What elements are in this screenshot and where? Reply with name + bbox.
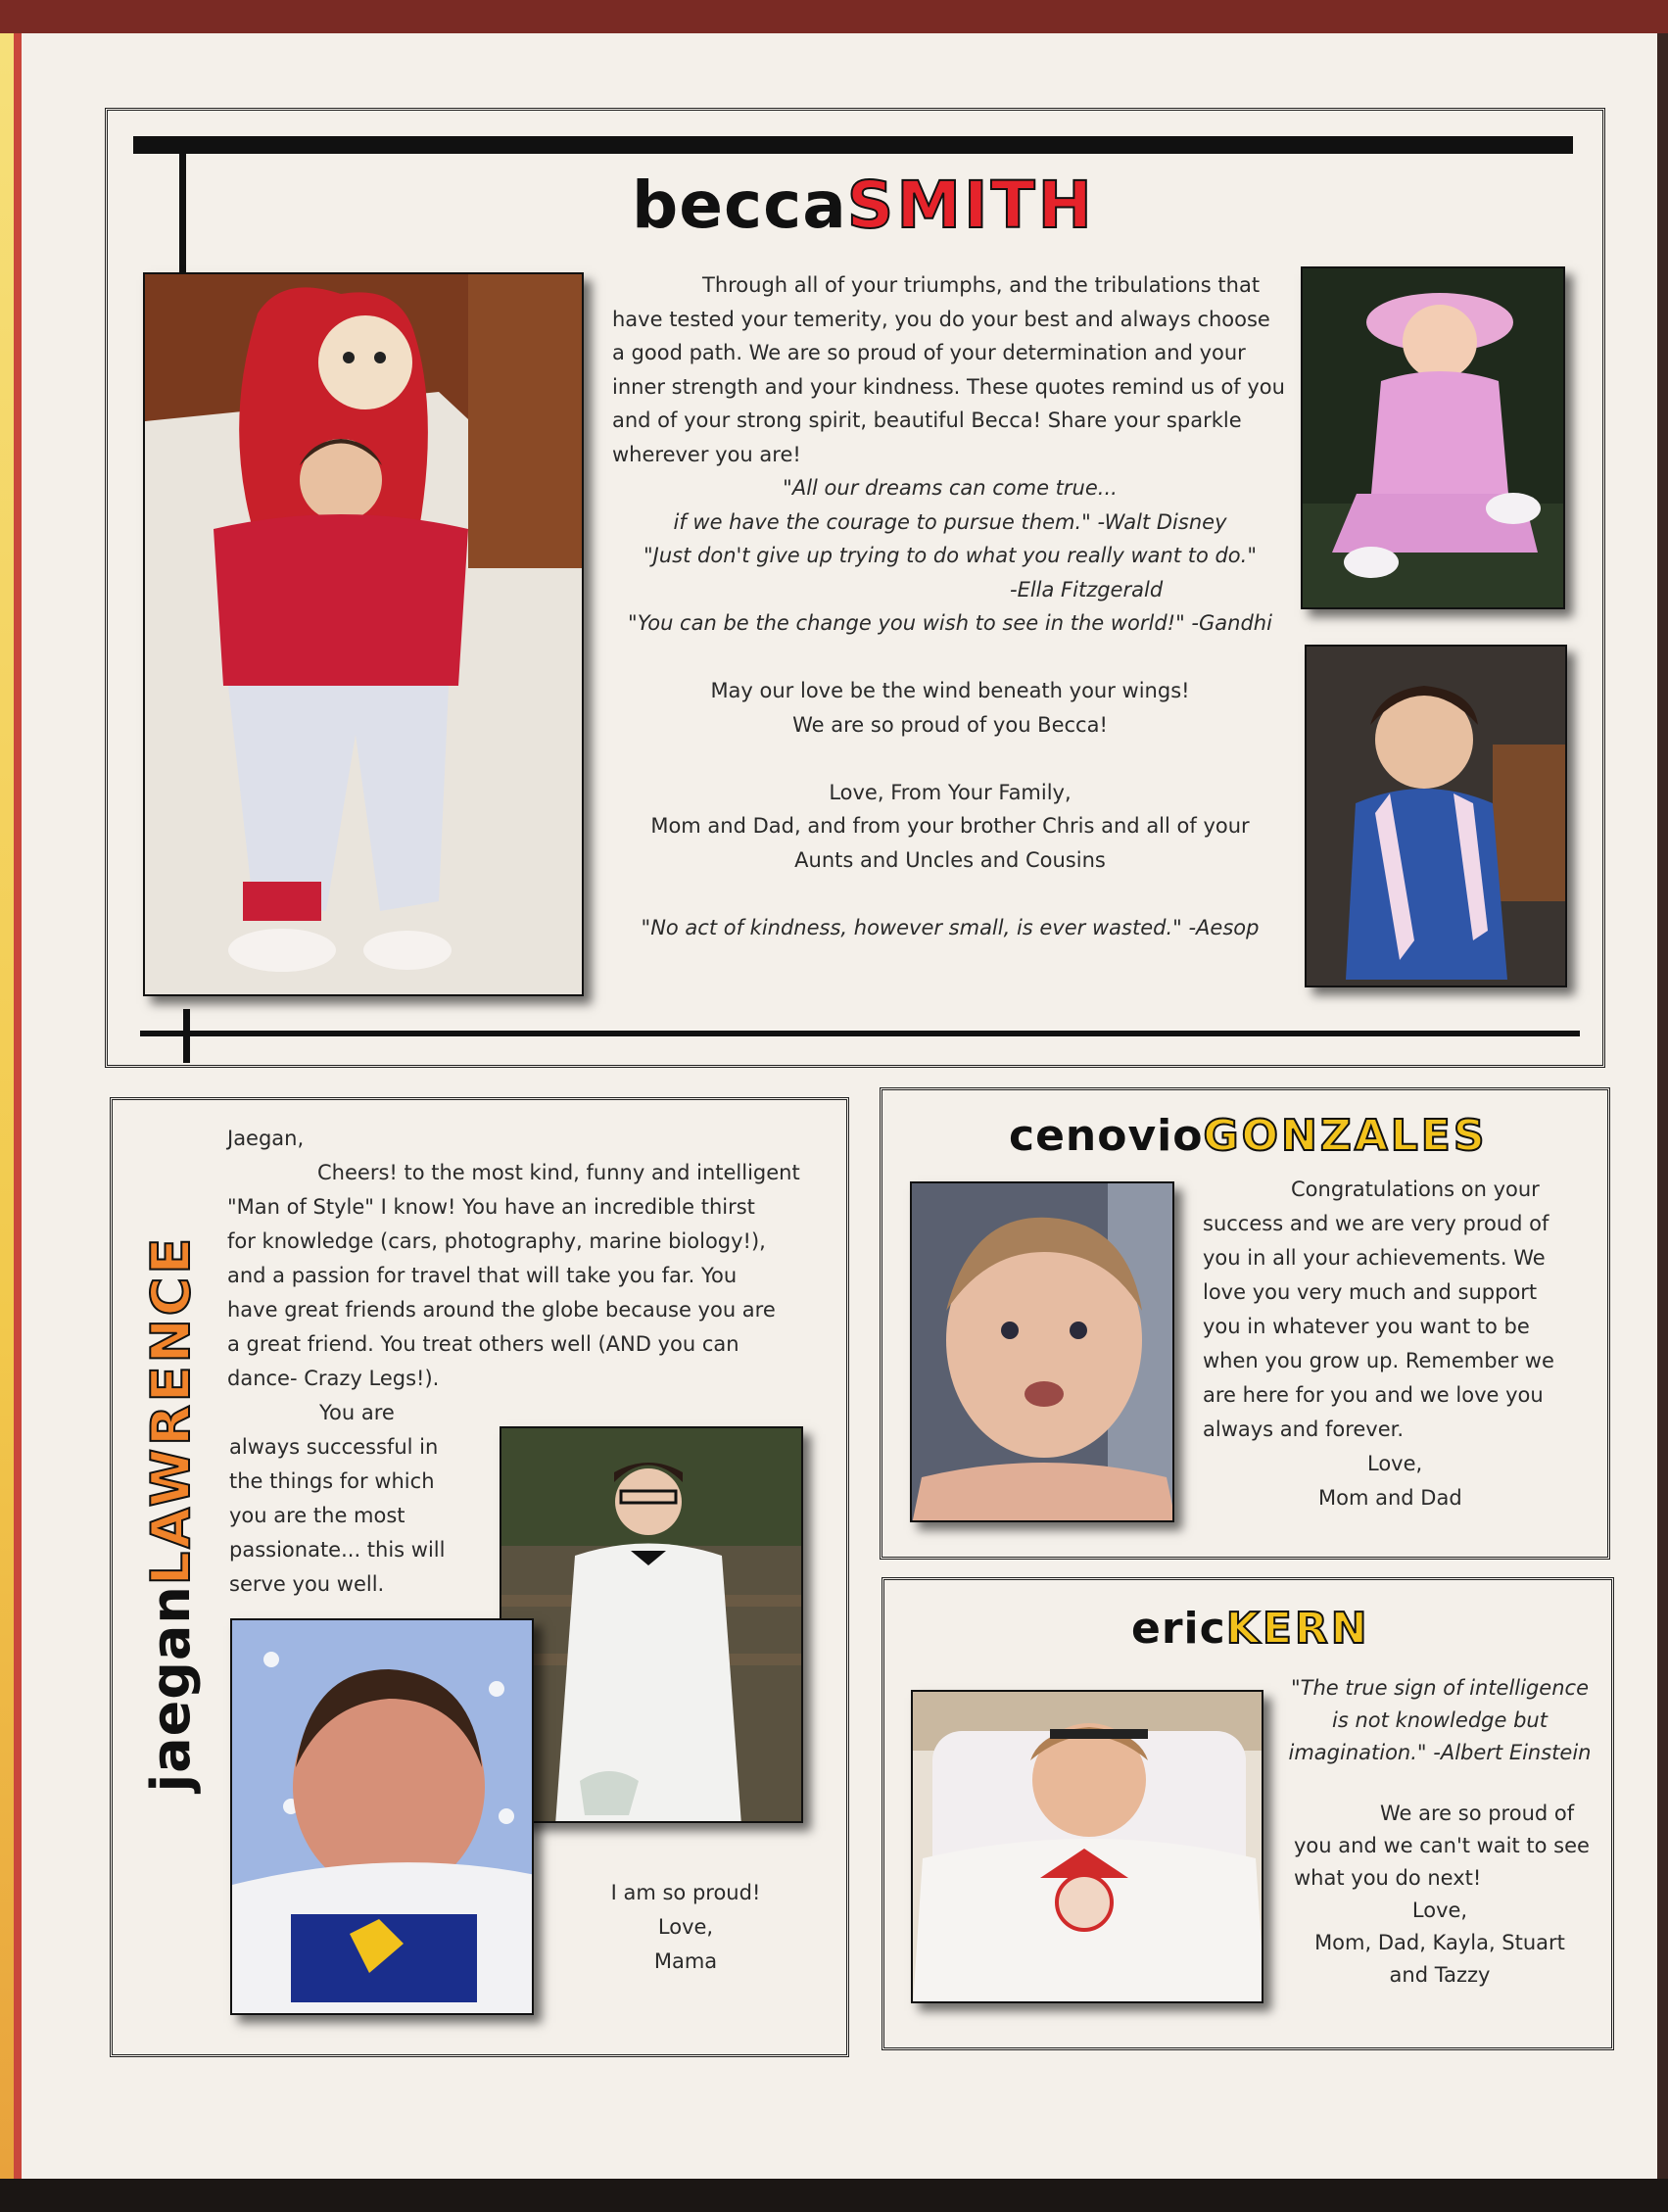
becca-photo-blue-outfit: [1305, 645, 1567, 987]
eric-line-1: We are so proud of: [1380, 1802, 1575, 1825]
jaegan-line-6: a great friend. You treat others well (AND you can: [227, 1332, 739, 1356]
jaegan-line-3: for knowledge (cars, photography, marine biology!),: [227, 1229, 766, 1253]
eric-line-3: what you do next!: [1294, 1866, 1482, 1890]
cenovio-name: [1009, 1109, 1488, 1164]
becca-line-2: have tested your temerity, you do your best and always choose: [612, 307, 1270, 331]
eric-signoff: [1293, 1895, 1587, 1992]
cenovio-line-1: Congratulations on your: [1291, 1178, 1540, 1201]
becca-quote-disney-1: "All our dreams can come true...: [783, 476, 1118, 500]
jaegan-letter: [227, 1122, 815, 1396]
jaegan-line-5: have great friends around the globe because you are: [227, 1298, 776, 1322]
jaegan-photo-tuxedo: [500, 1426, 803, 1823]
jaegan-line-2: "Man of Style" I know! You have an incredible thirst: [227, 1195, 755, 1219]
becca-wish-1: May our love be the wind beneath your wings!: [710, 679, 1190, 702]
becca-first-name: becca: [632, 168, 847, 243]
cenovio-line-3: you in all your achievements. We: [1203, 1246, 1546, 1270]
jaegan-short-line-5: passionate... this will: [229, 1538, 446, 1562]
eric-quote-3: imagination." -Albert Einstein: [1288, 1741, 1592, 1764]
page-top-edge: [0, 0, 1668, 33]
becca-name: [632, 167, 1095, 245]
cenovio-photo-baby-image: [912, 1183, 1174, 1522]
jaegan-signoff-1: I am so proud!: [610, 1881, 761, 1904]
jaegan-short-line-2: always successful in: [229, 1435, 439, 1459]
becca-photo-blue-outfit-image: [1307, 647, 1567, 987]
becca-spacer-1: [612, 641, 1288, 675]
eric-line-2: you and we can't wait to see: [1294, 1834, 1590, 1857]
jaegan-line-1: Cheers! to the most kind, funny and intelligent: [317, 1161, 800, 1184]
becca-signoff-2: Mom and Dad, and from your brother Chris and all of your: [650, 814, 1250, 838]
jaegan-signoff: [573, 1876, 798, 1979]
jaegan-last-name: LAWRENCE: [140, 1234, 202, 1586]
becca-quote-fitzgerald-2: -Ella Fitzgerald: [1010, 577, 1164, 601]
becca-signoff-3: Aunts and Uncles and Cousins: [794, 847, 1106, 872]
page-left-edge: [0, 33, 14, 2179]
cenovio-signoff-2: Mom and Dad: [1318, 1486, 1462, 1510]
becca-letter: [612, 268, 1288, 944]
becca-bottom-stub: [183, 1009, 190, 1063]
becca-signoff-1: Love, From Your Family,: [829, 780, 1072, 804]
cenovio-line-7: are here for you and we love you: [1203, 1383, 1544, 1407]
becca-quote-disney-2: if we have the courage to pursue them." -Walt Disney: [673, 509, 1227, 534]
eric-letter: [1294, 1798, 1607, 1895]
becca-spacer-3: [612, 877, 1288, 911]
becca-closing-quote: "No act of kindness, however small, is ever wasted." -Aesop: [641, 915, 1260, 939]
becca-photo-pink-hat: [1301, 266, 1565, 609]
becca-line-4: inner strength and your kindness. These quotes remind us of you: [612, 374, 1285, 399]
page-left-stripe: [14, 33, 22, 2179]
becca-wish-2: We are so proud of you Becca!: [792, 712, 1108, 737]
cenovio-signoff-1: Love,: [1367, 1452, 1423, 1475]
becca-photo-teletubby: [143, 272, 584, 996]
becca-photo-teletubby-image: [145, 274, 584, 996]
becca-line-6: wherever you are!: [612, 442, 801, 466]
becca-line-5: and of your strong spirit, beautiful Becca! Share your sparkle: [612, 409, 1242, 432]
eric-photo-santa-bib-image: [913, 1692, 1263, 2003]
cenovio-first-name: cenovio: [1009, 1111, 1204, 1161]
eric-quote: [1283, 1672, 1597, 1769]
jaegan-short-line-3: the things for which: [229, 1469, 435, 1493]
jaegan-short-line-4: you are the most: [229, 1504, 405, 1527]
becca-spacer-2: [612, 742, 1288, 776]
eric-photo-santa-bib: [911, 1690, 1263, 2003]
cenovio-line-4: love you very much and support: [1203, 1280, 1538, 1304]
cenovio-line-6: when you grow up. Remember we: [1203, 1349, 1554, 1372]
cenovio-letter: [1203, 1173, 1580, 1515]
jaegan-signoff-3: Mama: [653, 1949, 718, 1973]
jaegan-photo-newborn: [230, 1618, 534, 2015]
eric-quote-2: is not knowledge but: [1332, 1708, 1548, 1732]
becca-bottom-rule: [140, 1031, 1580, 1036]
becca-quote-fitzgerald-1: "Just don't give up trying to do what you really want to do.": [643, 544, 1257, 567]
eric-first-name: eric: [1131, 1604, 1226, 1654]
becca-last-name: SMITH: [846, 168, 1095, 243]
cenovio-photo-baby: [910, 1181, 1174, 1522]
jaegan-greeting: Jaegan,: [227, 1127, 305, 1150]
eric-name: [1131, 1602, 1370, 1657]
jaegan-short-line-6: serve you well.: [229, 1572, 385, 1596]
becca-line-3: a good path. We are so proud of your determination and your: [612, 341, 1246, 364]
jaegan-first-name: jaegan: [140, 1585, 202, 1793]
eric-signoff-1: Love,: [1411, 1899, 1468, 1922]
jaegan-photo-newborn-image: [232, 1620, 534, 2015]
eric-signoff-2: Mom, Dad, Kayla, Stuart: [1314, 1931, 1565, 1954]
cenovio-line-5: you in whatever you want to be: [1203, 1315, 1530, 1338]
jaegan-signoff-2: Love,: [657, 1915, 714, 1939]
jaegan-line-4: and a passion for travel that will take you far. You: [227, 1264, 738, 1287]
eric-signoff-3: and Tazzy: [1389, 1963, 1491, 1987]
jaegan-short-line-1: You are: [319, 1401, 395, 1424]
becca-top-rule: [133, 136, 1573, 154]
becca-line-1: Through all of your triumphs, and the tribulations that: [702, 273, 1261, 297]
jaegan-line-7: dance- Crazy Legs!).: [227, 1367, 440, 1390]
cenovio-last-name: GONZALES: [1203, 1111, 1488, 1161]
page-right-edge: [1657, 33, 1668, 2179]
becca-quote-gandhi: "You can be the change you wish to see in the world!" -Gandhi: [628, 611, 1272, 635]
becca-left-rule: [179, 147, 186, 274]
cenovio-line-2: success and we are very proud of: [1203, 1212, 1549, 1235]
jaegan-letter-continued: [229, 1396, 474, 1602]
becca-photo-pink-hat-image: [1303, 268, 1565, 609]
cenovio-line-8: always and forever.: [1203, 1418, 1405, 1441]
jaegan-photo-tuxedo-image: [501, 1428, 803, 1823]
eric-last-name: KERN: [1225, 1604, 1370, 1654]
eric-quote-1: "The true sign of intelligence: [1291, 1676, 1589, 1700]
